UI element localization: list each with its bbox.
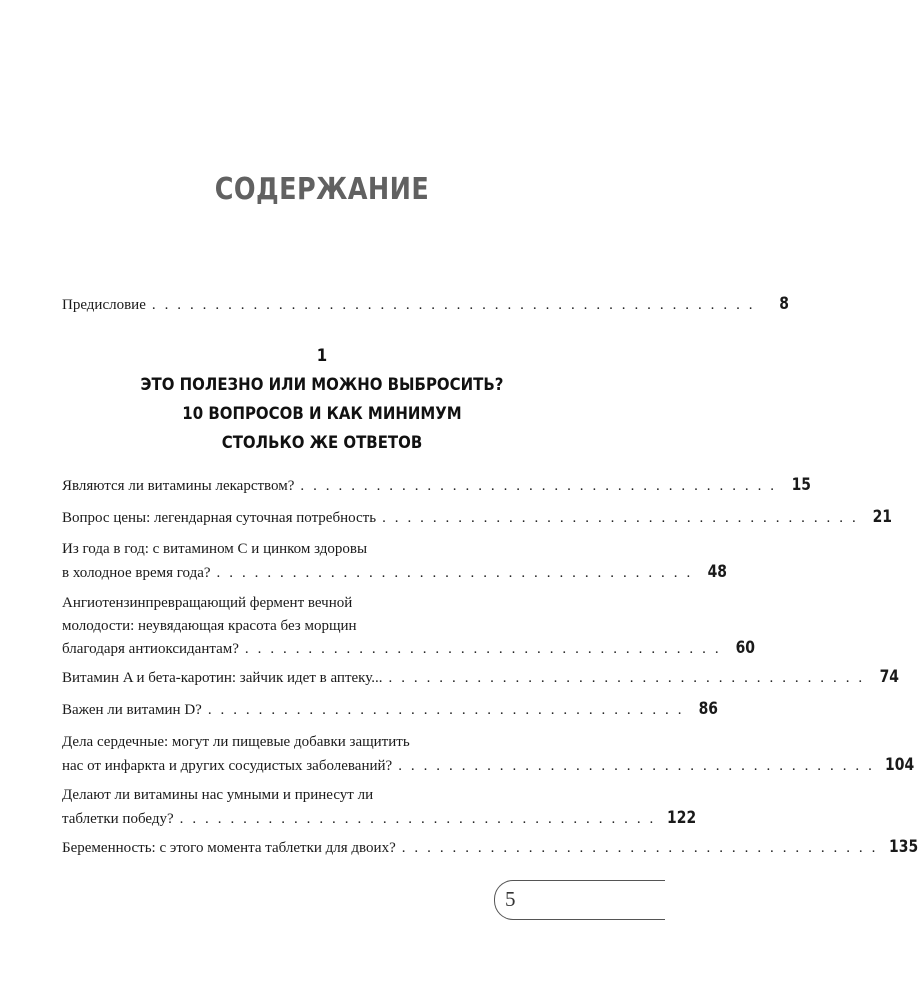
chapter-heading (0, 342, 644, 458)
toc-page-number: 21 (872, 507, 893, 527)
chapter-number: 1 (316, 346, 328, 366)
dot-leader: . . . . . . . . . . . . . . . . . . . . . . . . . . . . . . . . . . . . . . (179, 810, 656, 827)
toc-entry-text: таблетки победу? (62, 810, 174, 827)
toc-entry-text: в холодное время года? (62, 564, 211, 581)
toc-entry-text: Важен ли витамин D? (62, 702, 202, 718)
toc-entry[interactable] (62, 784, 697, 830)
chapter-title-line: 10 ВОПРОСОВ И КАК МИНИМУМ (182, 404, 462, 424)
toc-entry-text: Из года в год: с витамином C и цинком здоровы (62, 541, 368, 557)
dot-leader: . . . . . . . . . . . . . . . . . . . . . . . . . . . . . . . . . . . . . . (216, 564, 693, 581)
page-number-tab (494, 880, 665, 920)
toc-page-number: 122 (666, 807, 697, 828)
dot-leader: . . . . . . . . . . . . . . . . . . . . . . . . . . . . . . . . . . . . . . (244, 641, 722, 657)
toc-entry[interactable] (62, 474, 811, 498)
toc-entry-text: Вопрос цены: легендарная суточная потребность (62, 510, 377, 526)
dot-leader: . . . . . . . . . . . . . . . . . . . . . . . . . . . . . . . . . . . . . . (388, 670, 865, 686)
dot-leader: . . . . . . . . . . . . . . . . . . . . . . . . . . . . . . . . . . . . . . (300, 478, 777, 494)
toc-page-number: 15 (791, 475, 811, 495)
toc-entry[interactable] (62, 538, 727, 584)
toc-entry[interactable] (62, 592, 756, 661)
page-number: 5 (505, 887, 516, 911)
toc-entry[interactable] (62, 698, 719, 722)
toc-entry-text: благодаря антиоксидантам? (62, 641, 239, 657)
chapter-title-line: ЭТО ПОЛЕЗНО ИЛИ МОЖНО ВЫБРОСИТЬ? (140, 375, 504, 395)
toc-entry[interactable] (62, 731, 915, 777)
toc-page-number: 60 (735, 638, 756, 658)
dot-leader: . . . . . . . . . . . . . . . . . . . . . . . . . . . . . . . . . . . . . . . . . . . . . . . . (151, 297, 756, 313)
dot-leader: . . . . . . . . . . . . . . . . . . . . . . . . . . . . . . . . . . . . . . (382, 510, 859, 526)
dot-leader: . . . . . . . . . . . . . . . . . . . . . . . . . . . . . . . . . . . . . . (401, 840, 878, 856)
toc-page-number: 86 (698, 699, 719, 719)
toc-entry-text: Дела сердечные: могут ли пищевые добавки защитить (62, 734, 410, 750)
toc-entry-text: Беременность: с этого момента таблетки для двоих? (62, 840, 396, 856)
page-title: СОДЕРЖАНИЕ (214, 172, 430, 207)
toc-entry-text: Витамин A и бета-каротин: зайчик идет в аптеку... (62, 670, 383, 686)
toc-entry[interactable] (62, 666, 899, 690)
toc-entry-text: Делают ли витамины нас умными и принесут ли (62, 787, 374, 803)
toc-entry-preface[interactable] (62, 293, 790, 317)
toc-page-number: 104 (885, 754, 915, 775)
toc-entry-text: Предисловие (62, 297, 146, 313)
dot-leader: . . . . . . . . . . . . . . . . . . . . . . . . . . . . . . . . . . . . . . (398, 757, 875, 774)
toc-page-number: 8 (779, 294, 790, 314)
dot-leader: . . . . . . . . . . . . . . . . . . . . . . . . . . . . . . . . . . . . . . (207, 702, 685, 718)
toc-page-number: 74 (879, 667, 899, 687)
toc-page-number: 48 (707, 561, 727, 582)
chapter-title-line: СТОЛЬКО ЖЕ ОТВЕТОВ (221, 433, 423, 453)
toc-entry-text: Ангиотензинпревращающий фермент вечной (62, 595, 353, 611)
toc-entry-text: нас от инфаркта и других сосудистых заболеваний? (62, 757, 393, 774)
toc-entry[interactable] (62, 836, 918, 860)
toc-page-number: 135 (889, 837, 918, 857)
toc-entry-text: Являются ли витамины лекарством? (62, 478, 295, 494)
toc-entry-text: молодости: неувядающая красота без морщин (62, 617, 357, 634)
toc-entry[interactable] (62, 506, 893, 530)
